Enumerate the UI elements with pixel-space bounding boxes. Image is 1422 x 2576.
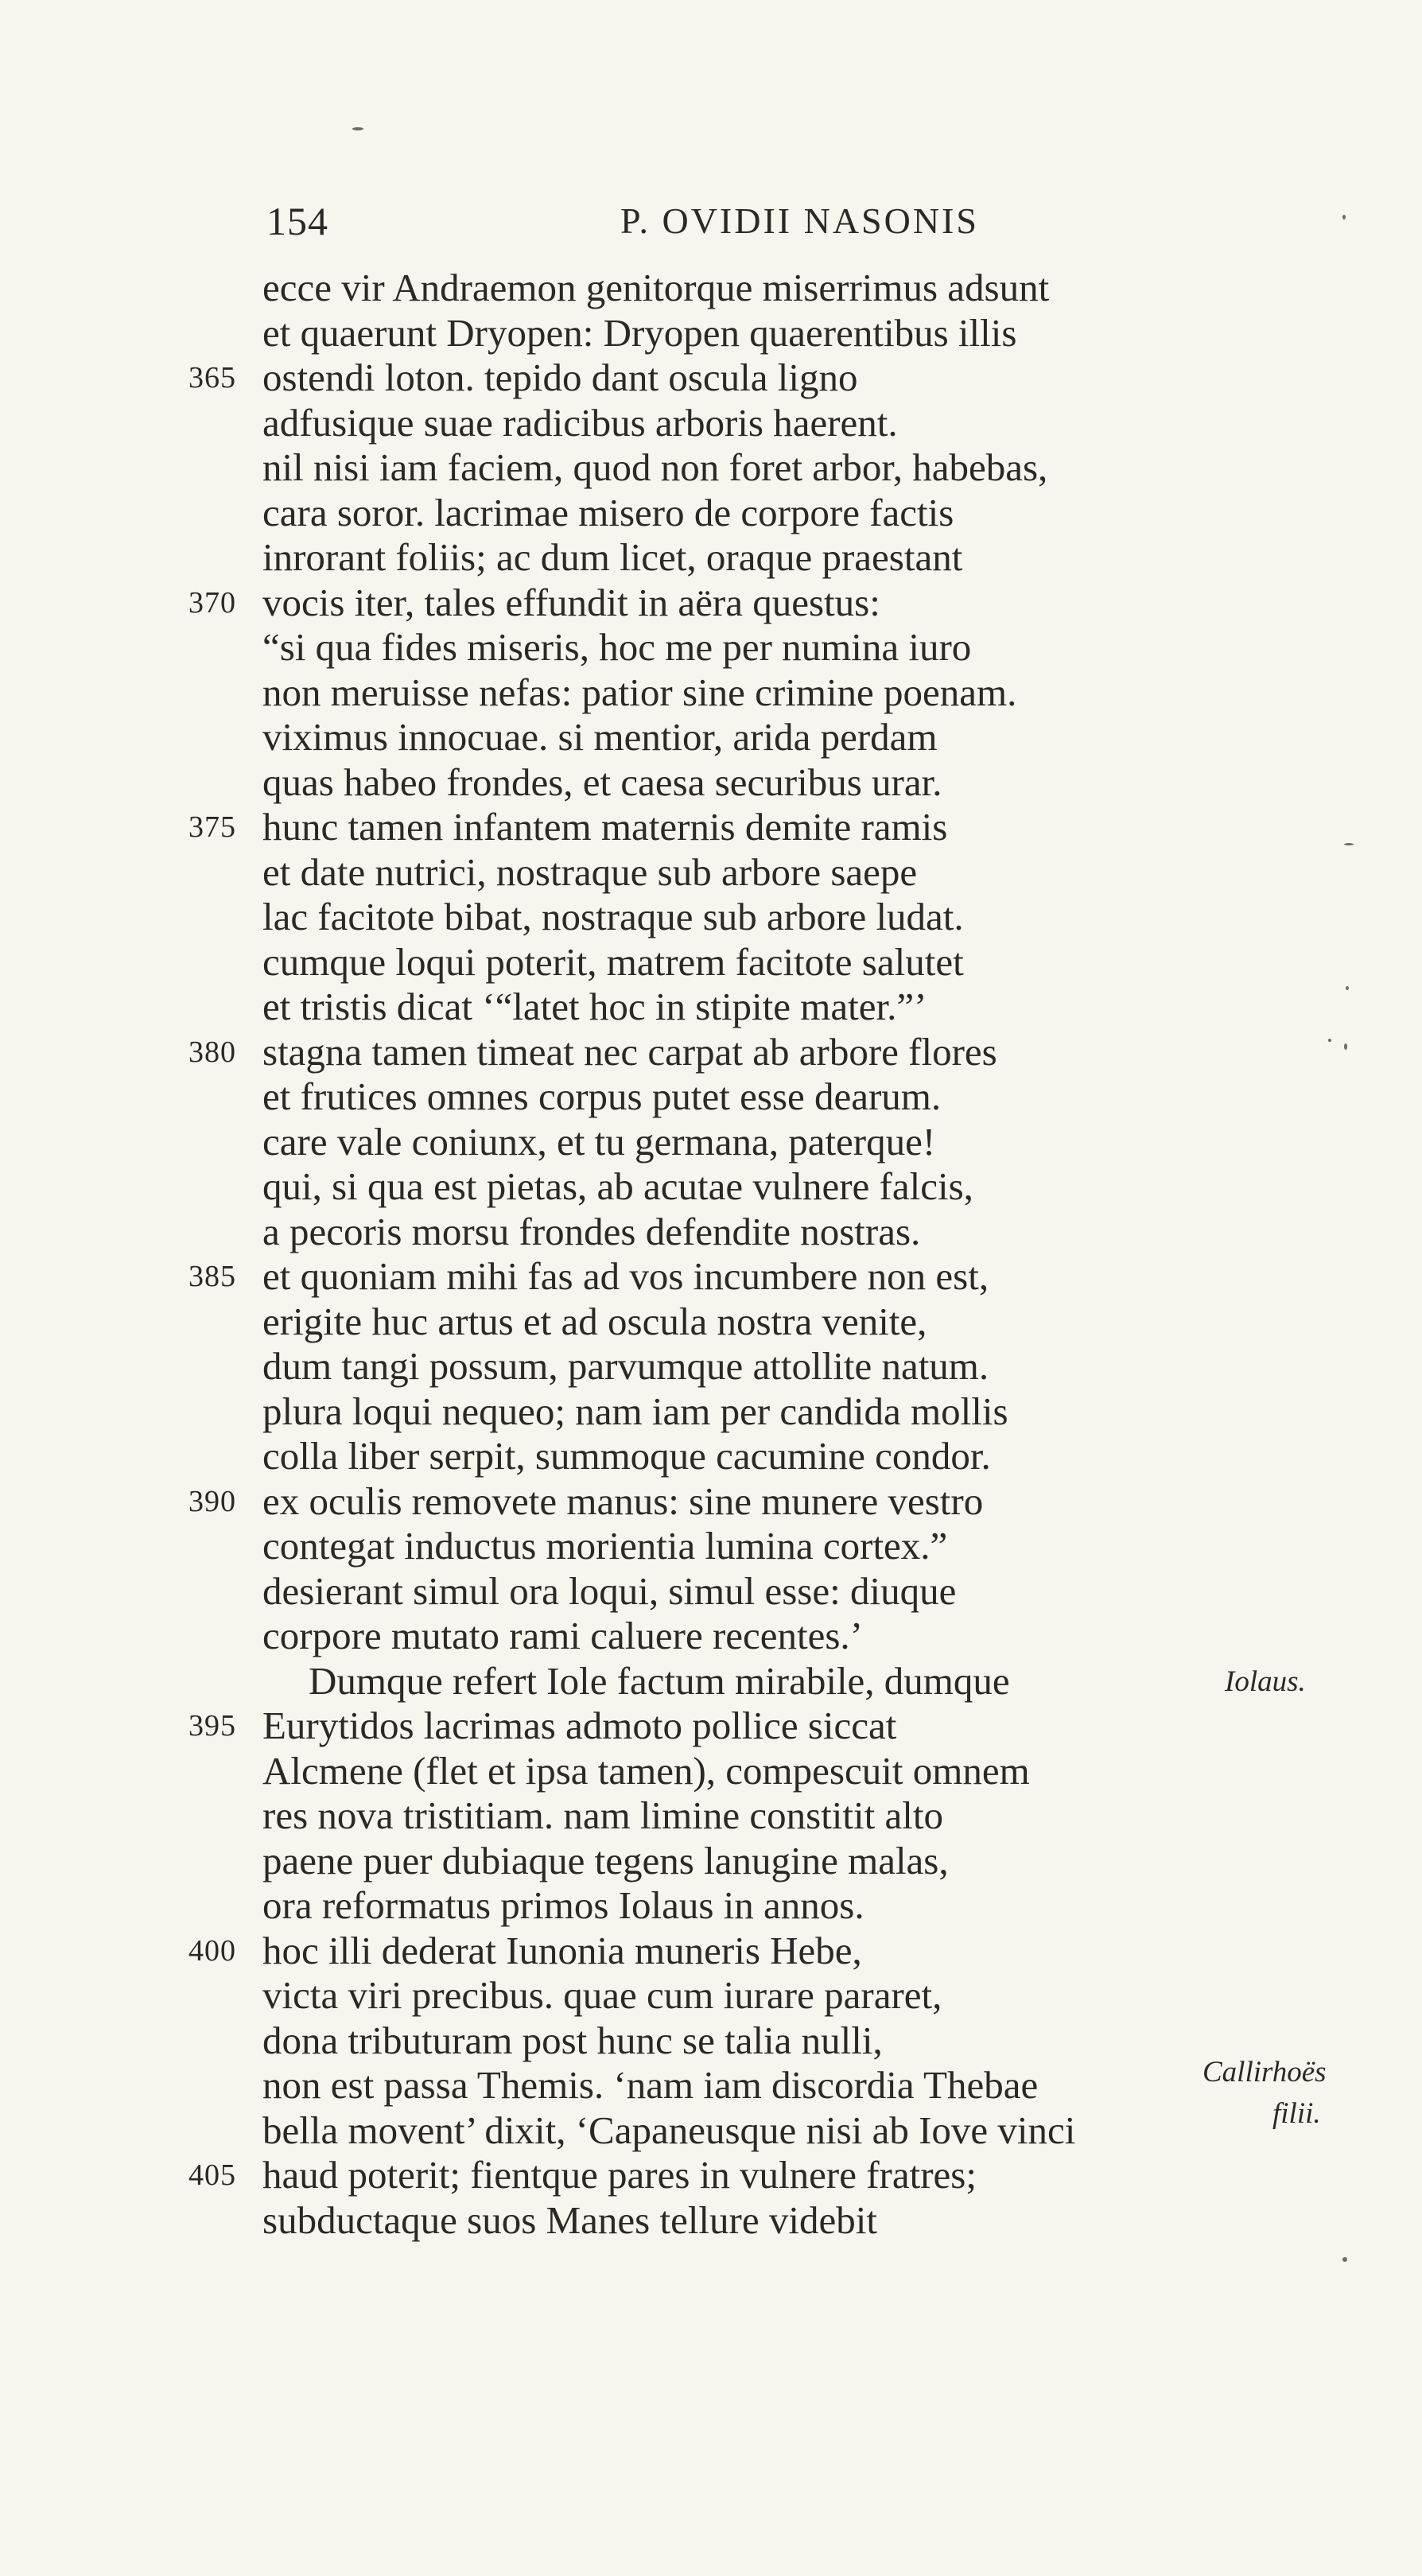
running-title: P. OVIDII NASONIS — [620, 200, 979, 241]
verse-line — [0, 1164, 1422, 1210]
verse-line — [0, 401, 1422, 446]
verse-line — [0, 940, 1422, 985]
verse-line — [0, 445, 1422, 491]
verse-line — [0, 581, 1422, 626]
verse-line — [0, 1479, 1422, 1525]
verse-line — [0, 535, 1422, 581]
line-text: erigite huc artus et ad oscula nostra venite, — [262, 1299, 927, 1343]
line-text: et quoniam mihi fas ad vos incumbere non est, — [262, 1254, 989, 1298]
verse-line — [0, 1389, 1422, 1435]
line-text: inrorant foliis; ac dum licet, oraque praestant — [262, 535, 963, 579]
print-speck — [1328, 1039, 1331, 1042]
margin-note-iolaus: Iolaus. — [1225, 1665, 1306, 1698]
verse-line — [0, 1614, 1422, 1659]
line-text: “si qua fides miseris, hoc me per numina iuro — [262, 625, 972, 669]
line-text: victa viri precibus. quae cum iurare pararet, — [262, 1973, 942, 2017]
verse-line — [0, 1659, 1422, 1704]
line-text: et date nutrici, nostraque sub arbore saepe — [262, 849, 918, 894]
print-speck — [1344, 843, 1354, 845]
line-text: ora reformatus primos Iolaus in annos. — [262, 1883, 864, 1927]
line-text: Eurytidos lacrimas admoto pollice siccat — [262, 1704, 897, 1747]
print-speck — [1342, 2257, 1347, 2262]
verse-line — [0, 1749, 1422, 1794]
line-text: care vale coniunx, et tu germana, paterque! — [262, 1119, 936, 1164]
page-number: 154 — [266, 199, 328, 243]
line-text: corpore mutato rami caluere recentes.’ — [262, 1614, 864, 1657]
line-number: 385 — [188, 1260, 236, 1293]
print-speck — [352, 127, 363, 130]
verse-line — [0, 1074, 1422, 1120]
line-text: cumque loqui poterit, matrem facitote salutet — [262, 939, 964, 984]
line-text: ostendi loton. tepido dant oscula ligno — [262, 356, 858, 399]
print-speck — [1342, 215, 1346, 220]
verse-line — [0, 1883, 1422, 1929]
verse-line — [0, 1210, 1422, 1255]
line-number: 390 — [188, 1484, 236, 1518]
verse-line — [0, 1569, 1422, 1614]
print-speck — [1346, 986, 1349, 990]
line-text: vocis iter, tales effundit in aëra questus: — [262, 580, 880, 624]
line-number: 365 — [188, 361, 236, 394]
line-text: haud poterit; fientque pares in vulnere fratres; — [262, 2153, 977, 2197]
line-text: hunc tamen infantem maternis demite ramis — [262, 805, 948, 849]
verse-line — [0, 1254, 1422, 1300]
verse-line — [0, 1300, 1422, 1345]
verse-line — [0, 1030, 1422, 1075]
line-text: quas habeo frondes, et caesa securibus urar. — [262, 760, 942, 804]
verse-line — [0, 2153, 1422, 2198]
verse-line — [0, 356, 1422, 401]
line-text: res nova tristitiam. nam limine constitit alto — [262, 1793, 943, 1837]
running-head — [0, 189, 1422, 253]
line-text: non est passa Themis. ‘nam iam discordia Thebae — [262, 2063, 1039, 2107]
line-text: stagna tamen timeat nec carpat ab arbore flores — [262, 1029, 997, 1074]
verse-line — [0, 1704, 1422, 1749]
line-text: Alcmene (flet et ipsa tamen), compescuit omnem — [262, 1748, 1030, 1793]
line-text: plura loqui nequeo; nam iam per candida mollis — [262, 1389, 1008, 1433]
line-text: subductaque suos Manes tellure videbit — [262, 2197, 877, 2242]
verse-line — [0, 311, 1422, 356]
verse-text — [0, 266, 1422, 2243]
line-text: viximus innocuae. si mentior, arida perdam — [262, 715, 938, 759]
verse-line — [0, 625, 1422, 670]
print-speck — [1344, 1043, 1347, 1050]
verse-line — [0, 2108, 1422, 2154]
line-text: et quaerunt Dryopen: Dryopen quaerentibus illis — [262, 310, 1017, 355]
line-text: qui, si qua est pietas, ab acutae vulnere falcis, — [262, 1164, 973, 1208]
line-text: paene puer dubiaque tegens lanugine malas, — [262, 1838, 949, 1882]
verse-line — [0, 2198, 1422, 2244]
line-text: nil nisi iam faciem, quod non foret arbor, habebas, — [262, 445, 1048, 489]
margin-note-callirhoes: Callirhoës — [1202, 2056, 1327, 2088]
line-text: a pecoris morsu frondes defendite nostras. — [262, 1209, 921, 1253]
line-text: non meruisse nefas: patior sine crimine poenam. — [262, 670, 1017, 714]
line-text: cara soror. lacrimae misero de corpore factis — [262, 490, 954, 534]
verse-line — [0, 715, 1422, 760]
verse-line — [0, 1973, 1422, 2018]
line-number: 380 — [188, 1035, 236, 1069]
verse-line — [0, 985, 1422, 1030]
line-number: 405 — [188, 2158, 236, 2192]
line-number: 400 — [188, 1933, 236, 1968]
line-text: bella movent’ dixit, ‘Capaneusque nisi ab Iove vinci — [262, 2108, 1076, 2152]
line-text: ex oculis removete manus: sine munere vestro — [262, 1478, 984, 1523]
verse-line — [0, 1793, 1422, 1839]
verse-line — [0, 895, 1422, 940]
line-number: 375 — [188, 810, 236, 844]
line-text: desierant simul ora loqui, simul esse: diuque — [262, 1568, 957, 1613]
verse-line — [0, 1344, 1422, 1389]
verse-line — [0, 1434, 1422, 1479]
line-text: colla liber serpit, summoque cacumine condor. — [262, 1434, 991, 1478]
line-text: et tristis dicat ‘“latet hoc in stipite mater.”’ — [262, 985, 927, 1028]
margin-note-filii: filii. — [1272, 2097, 1321, 2130]
line-text: contegat inductus morientia lumina cortex.” — [262, 1524, 948, 1568]
verse-line — [0, 491, 1422, 536]
verse-line — [0, 1839, 1422, 1884]
verse-line — [0, 760, 1422, 806]
line-text: dum tangi possum, parvumque attollite natum. — [262, 1344, 989, 1388]
line-text: et frutices omnes corpus putet esse dearum. — [262, 1074, 942, 1118]
line-number: 370 — [188, 585, 236, 620]
line-text: ecce vir Andraemon genitorque miserrimus adsunt — [262, 266, 1050, 309]
line-text: dona tributuram post hunc se talia nulli, — [262, 2018, 883, 2062]
verse-line — [0, 1524, 1422, 1569]
verse-line — [0, 850, 1422, 896]
verse-line — [0, 1929, 1422, 1974]
verse-line — [0, 805, 1422, 850]
line-text: lac facitote bibat, nostraque sub arbore ludat. — [262, 895, 964, 938]
line-text: Dumque refert Iole factum mirabile, dumque — [309, 1658, 1010, 1703]
line-text: hoc illi dederat Iunonia muneris Hebe, — [262, 1928, 862, 1972]
line-number: 395 — [188, 1709, 236, 1743]
verse-line — [0, 1120, 1422, 1165]
verse-line — [0, 266, 1422, 311]
verse-line — [0, 670, 1422, 716]
line-text: adfusique suae radicibus arboris haerent. — [262, 400, 898, 445]
